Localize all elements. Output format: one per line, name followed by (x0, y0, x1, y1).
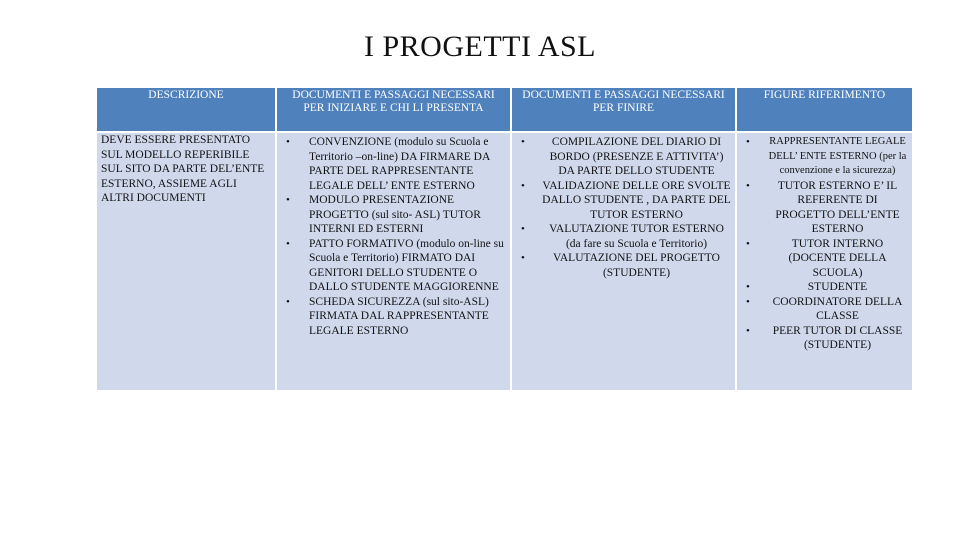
list-item: • TUTOR INTERNO (DOCENTE DELLA SCUOLA) (741, 237, 908, 281)
list-item: • COMPILAZIONE DEL DIARIO DI BORDO (PRESENZE E ATTIVITA’) DA PARTE DELLO STUDENTE (516, 135, 731, 179)
list-item: • RAPPRESENTANTE LEGALE DELL’ ENTE ESTERNO (per la convenzione e la sicurezza) (741, 135, 908, 179)
table-row (97, 133, 912, 390)
list-item: • PEER TUTOR DI CLASSE (STUDENTE) (741, 324, 908, 353)
list-item: • VALUTAZIONE TUTOR ESTERNO (da fare su Scuola e Territorio) (516, 222, 731, 251)
slide-title: I PROGETTI ASL (364, 30, 596, 63)
cell-descrizione (97, 133, 275, 390)
cell-iniziare (275, 133, 510, 390)
figure-list (741, 135, 908, 353)
header-finire: DOCUMENTI E PASSAGGI NECESSARI PER FINIRE (510, 88, 735, 133)
cell-figure (735, 133, 912, 390)
header-descrizione: DESCRIZIONE (97, 88, 275, 133)
descrizione-text: DEVE ESSERE PRESENTATO SUL MODELLO REPERIBILE SUL SITO DA PARTE DEL’ENTE ESTERNO, ASSIEME AGLI ALTRI DOCUMENTI (101, 134, 265, 204)
cell-finire (510, 133, 735, 390)
iniziare-list (281, 135, 506, 338)
list-item: • PATTO FORMATIVO (modulo on-line su Scuola e Territorio) FIRMATO DAI GENITORI DELLO STUDENTE O DALLO STUDENTE MAGGIORENNE (281, 237, 506, 295)
list-item: • COORDINATORE DELLA CLASSE (741, 295, 908, 324)
header-iniziare: DOCUMENTI E PASSAGGI NECESSARI PER INIZIARE E CHI LI PRESENTA (275, 88, 510, 133)
table-header-row (97, 88, 912, 133)
list-item: • STUDENTE (741, 280, 908, 295)
list-item: • MODULO PRESENTAZIONE PROGETTO (sul sito- ASL) TUTOR INTERNI ED ESTERNI (281, 193, 506, 237)
asl-table (97, 88, 912, 390)
finire-list (516, 135, 731, 280)
list-item: • VALUTAZIONE DEL PROGETTO (STUDENTE) (516, 251, 731, 280)
header-figure: FIGURE RIFERIMENTO (735, 88, 912, 133)
list-item: • CONVENZIONE (modulo su Scuola e Territorio –on-line) DA FIRMARE DA PARTE DEL RAPPRESENTANTE LEGALE DELL’ ENTE ESTERNO (281, 135, 506, 193)
list-item: • TUTOR ESTERNO E’ IL REFERENTE DI PROGETTO DELL’ENTE ESTERNO (741, 179, 908, 237)
list-item: • VALIDAZIONE DELLE ORE SVOLTE DALLO STUDENTE , DA PARTE DEL TUTOR ESTERNO (516, 179, 731, 223)
list-item: • SCHEDA SICUREZZA (sul sito-ASL) FIRMATA DAL RAPPRESENTANTE LEGALE ESTERNO (281, 295, 506, 339)
